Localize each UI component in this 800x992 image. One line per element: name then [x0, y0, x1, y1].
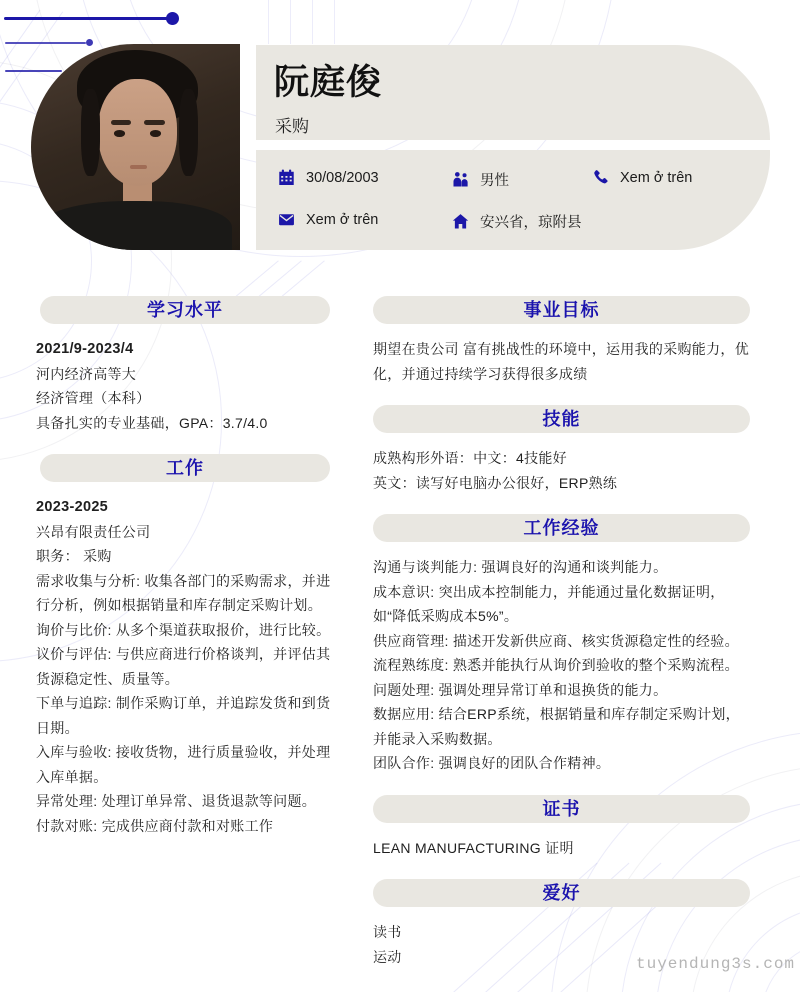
- education-line: 经济管理（本科）: [36, 390, 151, 406]
- photo-hair-side: [81, 89, 100, 176]
- work-body: [36, 495, 338, 838]
- phone-value: Xem ở trên: [620, 169, 693, 186]
- section-experience: [373, 514, 750, 776]
- experience-line: 数据应用: 结合ERP系统，根据销量和库存制定采购计划，并能录入采购数据。: [373, 706, 740, 747]
- photo-shirt: [39, 201, 231, 250]
- phone-icon: [592, 169, 609, 186]
- deco-accent-dot: [86, 39, 93, 46]
- email-item: [278, 211, 378, 228]
- birthday-item: [278, 169, 379, 186]
- education-line: 河内经济高等大: [36, 365, 137, 382]
- section-education: [32, 296, 338, 435]
- work-line: 付款对账: 完成供应商付款和对账工作: [36, 817, 274, 834]
- experience-line: 成本意识: 突出成本控制能力，并能通过量化数据证明，如“降低采购成本5%”。: [373, 583, 725, 624]
- work-line: 议价与评估: 与供应商进行价格谈判，并评估其货源稳定性、质量等。: [36, 646, 331, 687]
- work-line: 入库与验收: 接收货物，进行质量验收，并处理入库单据。: [36, 744, 331, 785]
- experience-line: 流程熟练度: 熟悉并能执行从询价到验收的整个采购流程。: [373, 657, 739, 673]
- section-certificates: [373, 795, 750, 861]
- envelope-icon: [278, 211, 295, 228]
- section-heading-certificates: 证书: [373, 795, 750, 823]
- work-line: 下单与追踪: 制作采购订单，并追踪发货和到货日期。: [36, 695, 331, 736]
- experience-line: 问题处理: 强调处理异常订单和退换货的能力。: [373, 681, 668, 698]
- right-column: [373, 296, 750, 969]
- photo-face: [98, 79, 177, 186]
- education-body: [36, 337, 338, 435]
- calendar-icon: [278, 169, 295, 186]
- deco-gridline: [268, 0, 269, 44]
- section-heading-education: 学习水平: [40, 296, 330, 324]
- certificates-body: [373, 836, 750, 861]
- experience-line: 沟通与谈判能力: 强调良好的沟通和谈判能力。: [373, 559, 668, 575]
- section-skills: [373, 405, 750, 495]
- work-line: 需求收集与分析: 收集各部门的采购需求，并进行分析，例如根据销量和库存制定采购计划。: [36, 572, 331, 613]
- address-value: 安兴省，琼附县: [480, 215, 582, 231]
- section-objective: [373, 296, 750, 386]
- name-band: [256, 45, 770, 140]
- certificate-line: LEAN MANUFACTURING 证明: [373, 839, 574, 856]
- deco-gridline: [290, 0, 291, 44]
- deco-hatch: [278, 260, 325, 299]
- deco-hatch: [232, 260, 279, 299]
- section-heading-objective: 事业目标: [373, 296, 750, 324]
- profile-photo: [31, 44, 240, 250]
- work-line: 询价与比价: 从多个渠道获取报价，进行比较。: [36, 621, 331, 638]
- photo-eye: [150, 130, 161, 136]
- address-item: [452, 211, 582, 232]
- photo-eye: [114, 130, 125, 136]
- home-icon: [452, 213, 469, 230]
- education-line: 具备扎实的专业基础，GPA：3.7/4.0: [36, 414, 268, 431]
- gender-item: [452, 169, 509, 190]
- watermark: tuyendung3s.com: [636, 955, 796, 973]
- deco-hatch: [0, 10, 40, 101]
- deco-gridline: [334, 0, 335, 44]
- section-heading-skills: 技能: [373, 405, 750, 433]
- deco-gridline: [312, 0, 313, 44]
- candidate-name: 阮庭俊: [274, 63, 383, 102]
- deco-accent-line: [5, 70, 62, 72]
- work-line: 职务： 采购: [36, 548, 112, 564]
- gender-icon: [452, 171, 469, 188]
- phone-item: [592, 169, 692, 186]
- photo-mouth: [130, 165, 147, 169]
- experience-body: [373, 555, 750, 776]
- work-line: 兴昂有限责任公司: [36, 523, 151, 540]
- experience-line: 团队合作: 强调良好的团队合作精神。: [373, 755, 611, 771]
- work-period: 2023-2025: [36, 499, 109, 515]
- hobby-line: 读书: [373, 924, 402, 940]
- section-heading-experience: 工作经验: [373, 514, 750, 542]
- section-heading-hobbies: 爱好: [373, 879, 750, 907]
- section-work: [32, 454, 338, 838]
- deco-hatch: [255, 260, 302, 299]
- skill-line: 英文：读写好电脑办公很好，ERP熟练: [373, 474, 618, 491]
- job-title: 采购: [275, 117, 309, 136]
- objective-text: 期望在贵公司 富有挑战性的环境中，运用我的采购能力，优化，并通过持续学习获得很多成绩: [373, 341, 749, 382]
- hobby-line: 运动: [373, 948, 402, 965]
- photo-eyebrow: [111, 120, 132, 125]
- education-period: 2021/9-2023/4: [36, 341, 134, 357]
- photo-eyebrow: [144, 120, 165, 125]
- skill-line: 成熟构形外语：中文：4技能好: [373, 450, 567, 466]
- left-column: [32, 296, 338, 838]
- birthday-value: 30/08/2003: [306, 169, 379, 186]
- deco-accent-line: [4, 17, 170, 20]
- deco-accent-dot: [166, 12, 179, 25]
- contact-info-band: [256, 150, 770, 250]
- skills-body: [373, 446, 750, 495]
- experience-line: 供应商管理: 描述开发新供应商、核实货源稳定性的经验。: [373, 632, 739, 649]
- photo-hair-side: [179, 89, 198, 176]
- email-value: Xem ở trên: [306, 211, 379, 228]
- section-heading-work: 工作: [40, 454, 330, 482]
- work-line: 异常处理: 处理订单异常、退货退款等问题。: [36, 793, 317, 809]
- deco-accent-line: [5, 42, 86, 44]
- gender-value: 男性: [480, 173, 509, 189]
